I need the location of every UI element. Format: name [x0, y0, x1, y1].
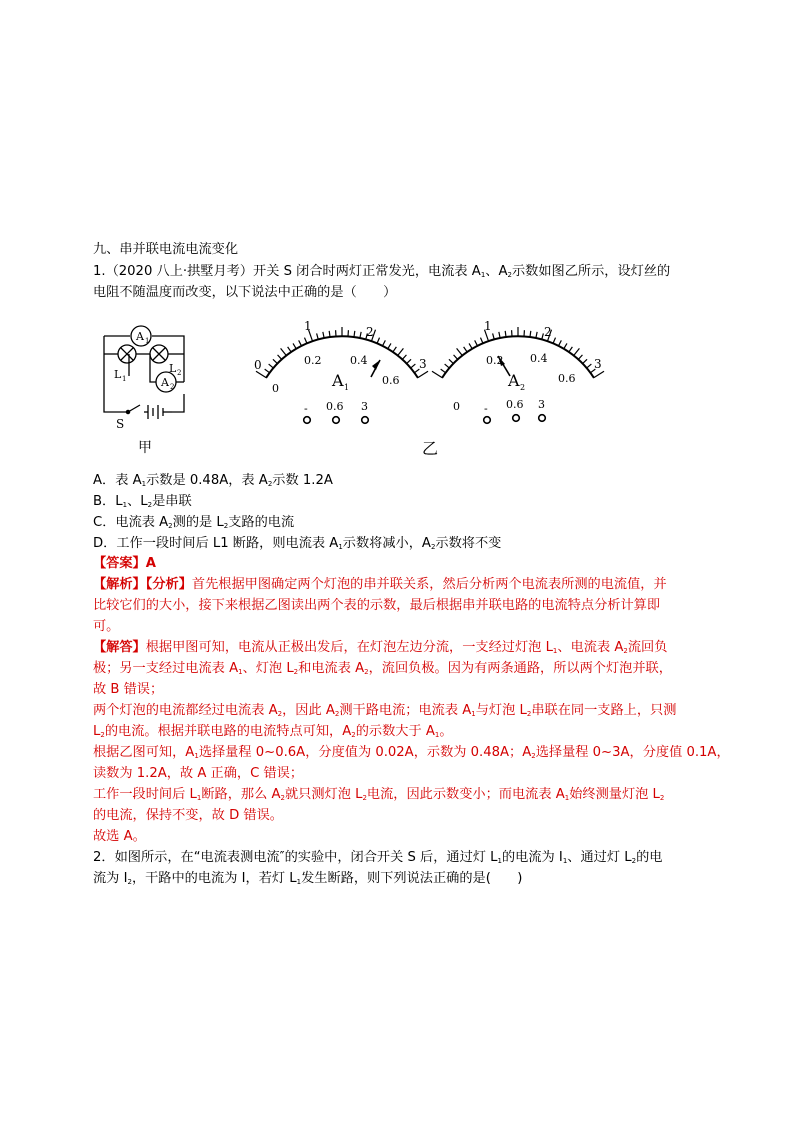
a1-lower-06: 0.6 [382, 374, 400, 387]
a1-terminal-post [304, 417, 311, 424]
a2-label-0: 0 [453, 400, 460, 413]
a2-upper-1: 1 [484, 319, 492, 333]
scale-tick [299, 340, 302, 345]
analysis-line: 根据乙图可知，$A_1$选择量程 0~0.6A，分度值为 0.02A，示数为 0.48A；$A_2$选择量程 0~3A，分度值 0.1A， [93, 745, 730, 760]
scale-tick [377, 338, 379, 344]
jia-label-l2: L [169, 362, 177, 375]
analysis-line: 故 B 错误； [93, 682, 164, 697]
jia-label-s: S [116, 417, 125, 431]
a1-upper-1: 1 [304, 319, 312, 333]
scale-tick [432, 371, 442, 377]
scale-tick [445, 364, 450, 368]
scale-tick [317, 333, 319, 339]
scale-tick [273, 359, 277, 363]
scale-tick [393, 347, 396, 352]
scale-tick [288, 347, 291, 352]
scale-tick [475, 340, 478, 345]
scale-tick [469, 343, 472, 348]
ammeter-a2 [432, 319, 604, 423]
a1-terminal-post [362, 417, 369, 424]
q2-stem-line: 流为 $I_2$，干路中的电流为 I，若灯 $L_1$发生断路，则下列说法正确的是( ) [93, 871, 523, 886]
scale-tick [398, 348, 404, 355]
scale-tick [388, 343, 391, 348]
a2-terminal-post [539, 415, 546, 422]
a2-terminal-post [484, 417, 491, 424]
scale-tick [530, 331, 531, 337]
scale-tick [499, 332, 500, 338]
a2-terminal-06: 0.6 [506, 398, 524, 411]
scale-tick [293, 343, 296, 348]
a1-terminal-post [333, 417, 340, 424]
option-b: B．$L_1$、$L_2$是串联 [93, 494, 192, 509]
scale-tick [329, 331, 330, 337]
analysis-line: 【解答】根据甲图可知，电流从正极出发后，在灯泡左边分流，一支经过灯泡 $L_1$、电流表 $A_2$流回负 [93, 640, 668, 655]
analysis-line: $L_2$的电流。根据并联电路的电流特点可知，$A_2$的示数大于 $A_1$。 [93, 724, 453, 739]
scale-tick [411, 364, 416, 368]
scale-tick [454, 355, 458, 359]
a2-terminal-3: 3 [538, 398, 545, 411]
a1-meter-name: A [332, 371, 344, 390]
a1-lower-02: 0.2 [304, 354, 322, 367]
a1-upper-2: 2 [366, 325, 374, 339]
scale-tick [407, 359, 411, 363]
circuit-and-ammeter-figure [96, 316, 616, 462]
a1-upper-3: 3 [419, 357, 427, 371]
scale-tick [594, 371, 604, 377]
scale-tick [354, 331, 355, 337]
a1-lower-0: 0 [272, 382, 279, 395]
section-title: 九、串并联电流电流变化 [93, 242, 239, 257]
q1-stem-line: 电阻不随温度而改变，以下说法中正确的是（ ） [93, 285, 397, 300]
a1-upper-0: 0 [254, 358, 262, 372]
scale-tick [402, 355, 406, 359]
analysis-line: 两个灯泡的电流都经过电流表 $A_2$，因此 $A_2$测干路电流；电流表 $A_1$与灯泡 $L_2$串联在同一支路上，只测 [93, 703, 677, 718]
jia-label-a1: A [136, 330, 144, 343]
analysis-line: 可。 [93, 619, 120, 634]
scale-tick [569, 347, 572, 352]
q1-stem-line: 1.（2020 八上·拱墅月考）开关 S 闭合时两灯正常发光，电流表 $A_1$、$A_2$示数如图乙所示，设灯丝的 [93, 264, 671, 279]
scale-tick [281, 348, 287, 355]
scale-tick [457, 348, 463, 355]
scale-tick [480, 338, 482, 344]
scale-tick [360, 332, 361, 338]
analysis-line: 比较它们的大小，接下来根据乙图读出两个表的示数，最后根据串并联电路的电流特点分析计算即 [93, 598, 661, 613]
option-a: A．表 $A_1$示数是 0.48A，表 $A_2$示数 1.2A [93, 473, 333, 488]
scale-tick [536, 332, 537, 338]
a2-lower-02: 0.2 [486, 354, 504, 367]
a2-terminal-minus: - [484, 402, 488, 415]
scale-tick [269, 364, 274, 368]
jia-label-a1-sub: 1 [145, 337, 150, 345]
analysis-line: 极；另一支经过电流表 $A_1$、灯泡 $L_2$和电流表 $A_2$，流回负极。因为有两条通路，所以两个灯泡并联， [93, 661, 672, 676]
scale-tick [323, 332, 324, 338]
analysis-line: 故选 A。 [93, 829, 146, 844]
analysis-line: 工作一段时间后 $L_1$断路，那么 $A_2$就只测灯泡 $L_2$电流，因此示数变小；而电流表 $A_1$始终测量灯泡 $L_2$ [93, 787, 665, 802]
scale-tick [578, 355, 582, 359]
scale-tick [418, 371, 428, 377]
scale-tick [265, 369, 270, 373]
jia-label-a2-sub: 2 [170, 383, 175, 391]
scale-tick [564, 343, 567, 348]
figure-caption-yi: 乙 [422, 439, 439, 458]
a2-lower-04: 0.4 [530, 352, 548, 365]
a2-upper-2: 2 [544, 325, 552, 339]
a2-lower-06: 0.6 [558, 372, 576, 385]
ammeter-a1 [254, 319, 428, 423]
scale-tick [449, 359, 453, 363]
scale-tick [304, 338, 306, 344]
a2-meter-sub: 2 [520, 383, 526, 392]
scale-tick [559, 340, 562, 345]
a1-terminal-06: 0.6 [326, 400, 344, 413]
scale-tick [505, 331, 506, 337]
analysis-line: 读数为 1.2A，故 A 正确，C 错误； [93, 766, 304, 781]
a2-terminal-post [513, 415, 520, 422]
q2-stem-line: 2．如图所示，在“电流表测电流″的实验中，闭合开关 S 后，通过灯 $L_1$的电流为 $I_1$、通过灯 $L_2$的电 [93, 850, 663, 865]
a1-meter-sub: 1 [344, 383, 350, 392]
figure-caption-jia: 甲 [138, 440, 152, 456]
scale-tick [441, 369, 446, 373]
option-d: D．工作一段时间后 L1 断路，则电流表 $A_1$示数将减小，$A_2$示数将不变 [93, 536, 502, 551]
option-c: C．电流表 $A_2$测的是 $L_2$支路的电流 [93, 515, 295, 530]
a2-upper-3: 3 [594, 357, 602, 371]
scale-tick [493, 333, 495, 339]
scale-tick [587, 364, 592, 368]
jia-label-l1: L [114, 368, 122, 381]
jia-label-a2: A [161, 376, 169, 389]
scale-tick [583, 359, 587, 363]
scale-tick [278, 355, 282, 359]
analysis-line: 的电流，保持不变，故 D 错误。 [93, 808, 283, 823]
scale-tick [383, 340, 386, 345]
analysis-line: 【解析】【分析】首先根据甲图确定两个灯泡的串并联关系，然后分析两个电流表所测的电流值，并 [93, 577, 667, 592]
jia-label-l1-sub: 1 [122, 375, 127, 383]
scale-tick [574, 348, 580, 355]
a1-terminal-3: 3 [361, 400, 368, 413]
a1-lower-04: 0.4 [350, 354, 368, 367]
a1-terminal-minus: - [304, 402, 308, 415]
a2-meter-name: A [508, 371, 520, 390]
jia-label-l2-sub: 2 [177, 369, 182, 377]
scale-tick [256, 371, 266, 377]
scale-tick [553, 338, 555, 344]
answer-label: 【答案】A [93, 556, 156, 571]
scale-tick [464, 347, 467, 352]
